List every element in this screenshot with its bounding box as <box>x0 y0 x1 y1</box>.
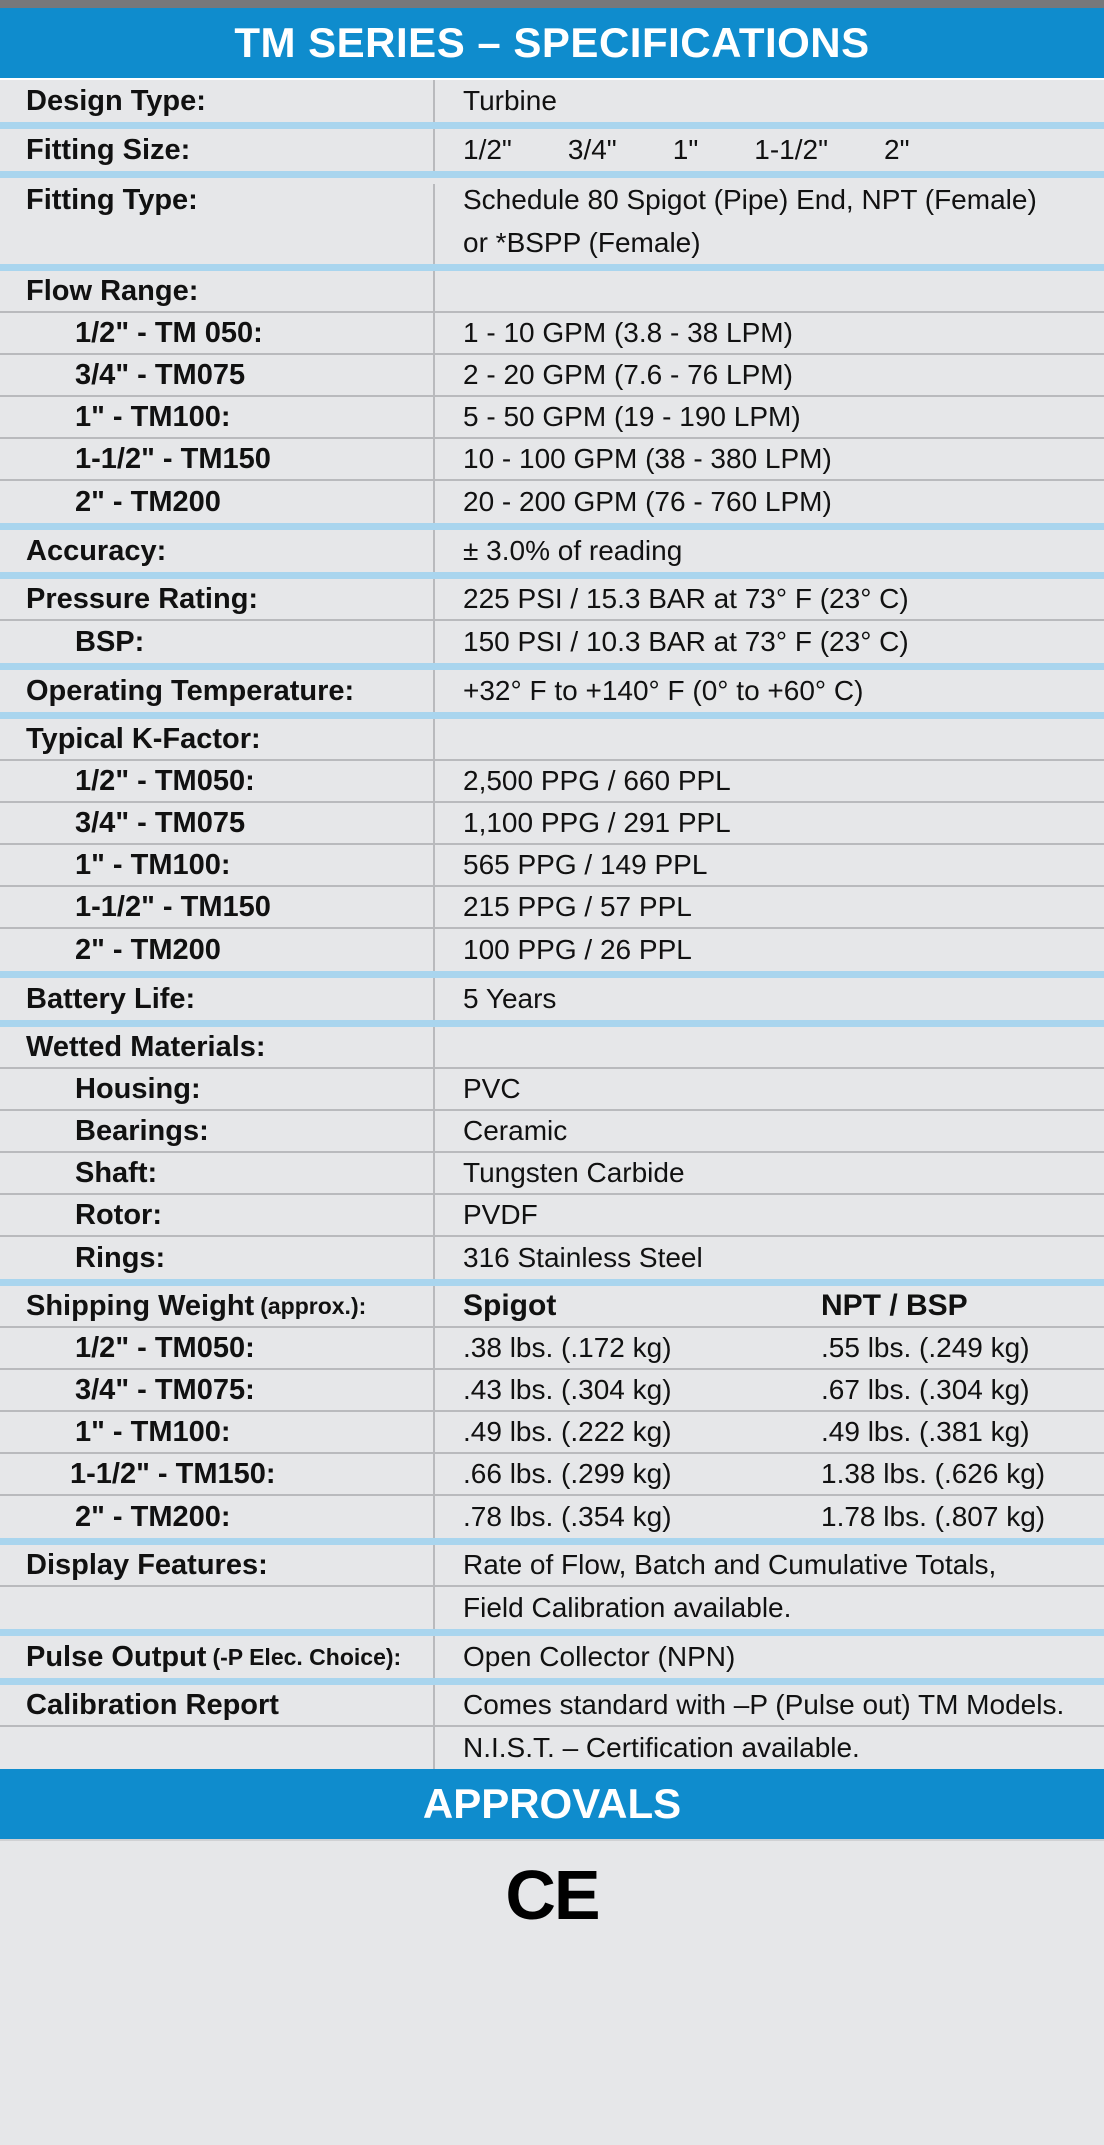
row-display-features-cont <box>0 1587 1104 1629</box>
group-wetted-materials <box>0 1027 1104 1286</box>
row-wetted-material <box>0 1237 1104 1279</box>
shipping-weight-label-main: Shipping Weight <box>26 1289 255 1322</box>
flow-range-model: 2" - TM200 <box>0 481 435 523</box>
spec-header: TM SERIES – SPECIFICATIONS <box>0 8 1104 80</box>
pulse-output-value: Open Collector (NPN) <box>463 1641 736 1672</box>
row-flow-range <box>0 313 1104 355</box>
pulse-output-label-note: (-P Elec. Choice): <box>212 1643 402 1670</box>
row-k-factor <box>0 761 1104 803</box>
row-pulse-output <box>0 1636 1104 1678</box>
group-design-type <box>0 80 1104 129</box>
row-shipping-weight <box>0 1370 1104 1412</box>
row-shipping-weight-heading <box>0 1286 1104 1328</box>
accuracy-value: ± 3.0% of reading <box>463 535 683 566</box>
row-shipping-weight <box>0 1454 1104 1496</box>
shipping-col-npt: NPT / BSP <box>821 1289 968 1322</box>
approvals-marks <box>0 1839 1104 1949</box>
battery-life-value: 5 Years <box>463 983 557 1014</box>
group-shipping-weight <box>0 1286 1104 1545</box>
operating-temperature-label: Operating Temperature: <box>0 670 435 712</box>
wetted-material-part: Rotor: <box>0 1195 435 1235</box>
row-flow-range <box>0 481 1104 523</box>
shipping-weight-spigot: .66 lbs. (.299 kg) <box>463 1458 672 1489</box>
k-factor-model: 1-1/2" - TM150 <box>0 887 435 927</box>
shipping-weight-npt: .67 lbs. (.304 kg) <box>821 1374 1030 1405</box>
shipping-weight-label <box>0 1286 435 1326</box>
shipping-weight-npt: 1.78 lbs. (.807 kg) <box>821 1501 1046 1532</box>
k-factor-model: 2" - TM200 <box>0 929 435 971</box>
pressure-bsp-label: BSP: <box>0 621 435 663</box>
group-fitting-type <box>0 178 1104 271</box>
row-wetted-material <box>0 1153 1104 1195</box>
shipping-weight-model: 1-1/2" - TM150: <box>0 1454 435 1494</box>
row-design-type <box>0 80 1104 122</box>
wetted-material-value: Ceramic <box>463 1115 568 1146</box>
row-display-features <box>0 1545 1104 1587</box>
shipping-weight-spigot: .43 lbs. (.304 kg) <box>463 1374 672 1405</box>
calibration-report-label: Calibration Report <box>0 1685 435 1725</box>
flow-range-model: 1/2" - TM 050: <box>0 313 435 353</box>
display-features-label: Display Features: <box>0 1545 435 1585</box>
group-display-features <box>0 1545 1104 1636</box>
k-factor-value: 2,500 PPG / 660 PPL <box>463 765 731 796</box>
flow-range-value: 20 - 200 GPM (76 - 760 LPM) <box>463 486 832 517</box>
pressure-rating-value: 225 PSI / 15.3 BAR at 73° F (23° C) <box>463 583 909 614</box>
k-factor-model: 1" - TM100: <box>0 845 435 885</box>
shipping-col-spigot: Spigot <box>463 1289 557 1322</box>
group-pressure-rating <box>0 579 1104 670</box>
row-k-factor <box>0 887 1104 929</box>
k-factor-value: 100 PPG / 26 PPL <box>463 934 692 965</box>
shipping-weight-spigot: .38 lbs. (.172 kg) <box>463 1332 672 1363</box>
row-wetted-material <box>0 1195 1104 1237</box>
k-factor-model: 1/2" - TM050: <box>0 761 435 801</box>
fitting-size-item: 2" <box>884 134 910 165</box>
flow-range-value: 1 - 10 GPM (3.8 - 38 LPM) <box>463 317 793 348</box>
group-operating-temperature <box>0 670 1104 719</box>
row-wetted-materials-heading <box>0 1027 1104 1069</box>
group-battery-life <box>0 978 1104 1027</box>
row-shipping-weight <box>0 1412 1104 1454</box>
approvals-header: APPROVALS <box>0 1769 1104 1839</box>
row-wetted-material <box>0 1069 1104 1111</box>
group-pulse-output <box>0 1636 1104 1685</box>
wetted-material-value: PVDF <box>463 1199 538 1230</box>
fitting-size-item: 1/2" <box>463 134 512 165</box>
flow-range-model: 1-1/2" - TM150 <box>0 439 435 479</box>
row-wetted-material <box>0 1111 1104 1153</box>
row-flow-range <box>0 439 1104 481</box>
wetted-materials-label: Wetted Materials: <box>0 1027 435 1067</box>
calibration-report-line2: N.I.S.T. – Certification available. <box>463 1732 860 1763</box>
group-fitting-size <box>0 129 1104 178</box>
shipping-weight-spigot: .78 lbs. (.354 kg) <box>463 1501 672 1532</box>
ce-mark-icon: CE <box>505 1856 599 1934</box>
k-factor-value: 565 PPG / 149 PPL <box>463 849 708 880</box>
flow-range-model: 3/4" - TM075 <box>0 355 435 395</box>
pulse-output-label <box>0 1636 435 1678</box>
shipping-weight-model: 1" - TM100: <box>0 1412 435 1452</box>
fitting-size-item: 1-1/2" <box>754 134 829 165</box>
k-factor-value: 215 PPG / 57 PPL <box>463 891 692 922</box>
display-features-line1: Rate of Flow, Batch and Cumulative Totals, <box>463 1549 997 1580</box>
shipping-weight-model: 2" - TM200: <box>0 1496 435 1538</box>
design-type-label: Design Type: <box>0 80 435 122</box>
wetted-material-part: Housing: <box>0 1069 435 1109</box>
row-k-factor <box>0 803 1104 845</box>
pressure-bsp-value: 150 PSI / 10.3 BAR at 73° F (23° C) <box>463 626 909 657</box>
row-battery-life <box>0 978 1104 1020</box>
wetted-material-value: 316 Stainless Steel <box>463 1242 703 1273</box>
flow-range-value: 5 - 50 GPM (19 - 190 LPM) <box>463 401 801 432</box>
k-factor-label: Typical K-Factor: <box>0 719 435 759</box>
row-k-factor <box>0 929 1104 971</box>
group-k-factor <box>0 719 1104 978</box>
calibration-report-line1: Comes standard with –P (Pulse out) TM Models. <box>463 1689 1065 1720</box>
shipping-weight-model: 3/4" - TM075: <box>0 1370 435 1410</box>
wetted-material-part: Rings: <box>0 1237 435 1279</box>
row-pressure-bsp <box>0 621 1104 663</box>
row-k-factor-heading <box>0 719 1104 761</box>
flow-range-model: 1" - TM100: <box>0 397 435 437</box>
top-rule <box>0 0 1104 8</box>
fitting-size-item: 3/4" <box>567 134 617 165</box>
shipping-weight-model: 1/2" - TM050: <box>0 1328 435 1368</box>
display-features-line2: Field Calibration available. <box>463 1592 792 1623</box>
row-calibration-report-cont <box>0 1727 1104 1769</box>
row-accuracy <box>0 530 1104 572</box>
battery-life-label: Battery Life: <box>0 978 435 1020</box>
wetted-material-value: PVC <box>463 1073 521 1104</box>
flow-range-value: 10 - 100 GPM (38 - 380 LPM) <box>463 443 832 474</box>
shipping-weight-npt: .49 lbs. (.381 kg) <box>821 1416 1030 1447</box>
row-flow-range-heading <box>0 271 1104 313</box>
pressure-rating-label: Pressure Rating: <box>0 579 435 619</box>
fitting-size-item: 1" <box>672 134 699 165</box>
shipping-weight-spigot: .49 lbs. (.222 kg) <box>463 1416 672 1447</box>
k-factor-model: 3/4" - TM075 <box>0 803 435 843</box>
row-flow-range <box>0 355 1104 397</box>
fitting-type-line2: or *BSPP (Female) <box>463 227 701 258</box>
row-flow-range <box>0 397 1104 439</box>
group-calibration-report <box>0 1685 1104 1769</box>
row-fitting-size <box>0 129 1104 171</box>
design-type-value: Turbine <box>463 85 557 116</box>
spec-table <box>0 80 1104 1769</box>
group-accuracy <box>0 530 1104 579</box>
shipping-weight-npt: .55 lbs. (.249 kg) <box>821 1332 1030 1363</box>
row-calibration-report <box>0 1685 1104 1727</box>
flow-range-label: Flow Range: <box>0 271 435 311</box>
operating-temperature-value: +32° F to +140° F (0° to +60° C) <box>463 675 864 706</box>
shipping-weight-npt: 1.38 lbs. (.626 kg) <box>821 1458 1046 1489</box>
row-shipping-weight <box>0 1328 1104 1370</box>
row-k-factor <box>0 845 1104 887</box>
group-flow-range <box>0 271 1104 530</box>
wetted-material-part: Shaft: <box>0 1153 435 1193</box>
row-pressure-rating <box>0 579 1104 621</box>
row-shipping-weight <box>0 1496 1104 1538</box>
fitting-size-label: Fitting Size: <box>0 129 435 171</box>
wetted-material-part: Bearings: <box>0 1111 435 1151</box>
pulse-output-label-main: Pulse Output <box>26 1640 207 1673</box>
shipping-weight-label-note: (approx.): <box>260 1292 367 1319</box>
wetted-material-value: Tungsten Carbide <box>463 1157 685 1188</box>
fitting-type-line1: Schedule 80 Spigot (Pipe) End, NPT (Female) <box>463 184 1037 215</box>
row-operating-temperature <box>0 670 1104 712</box>
row-fitting-type <box>0 178 1104 264</box>
fitting-type-label: Fitting Type: <box>0 184 435 264</box>
fitting-size-values <box>435 129 1104 171</box>
k-factor-value: 1,100 PPG / 291 PPL <box>463 807 731 838</box>
accuracy-label: Accuracy: <box>0 530 435 572</box>
fitting-type-value <box>435 178 1104 258</box>
flow-range-value: 2 - 20 GPM (7.6 - 76 LPM) <box>463 359 793 390</box>
